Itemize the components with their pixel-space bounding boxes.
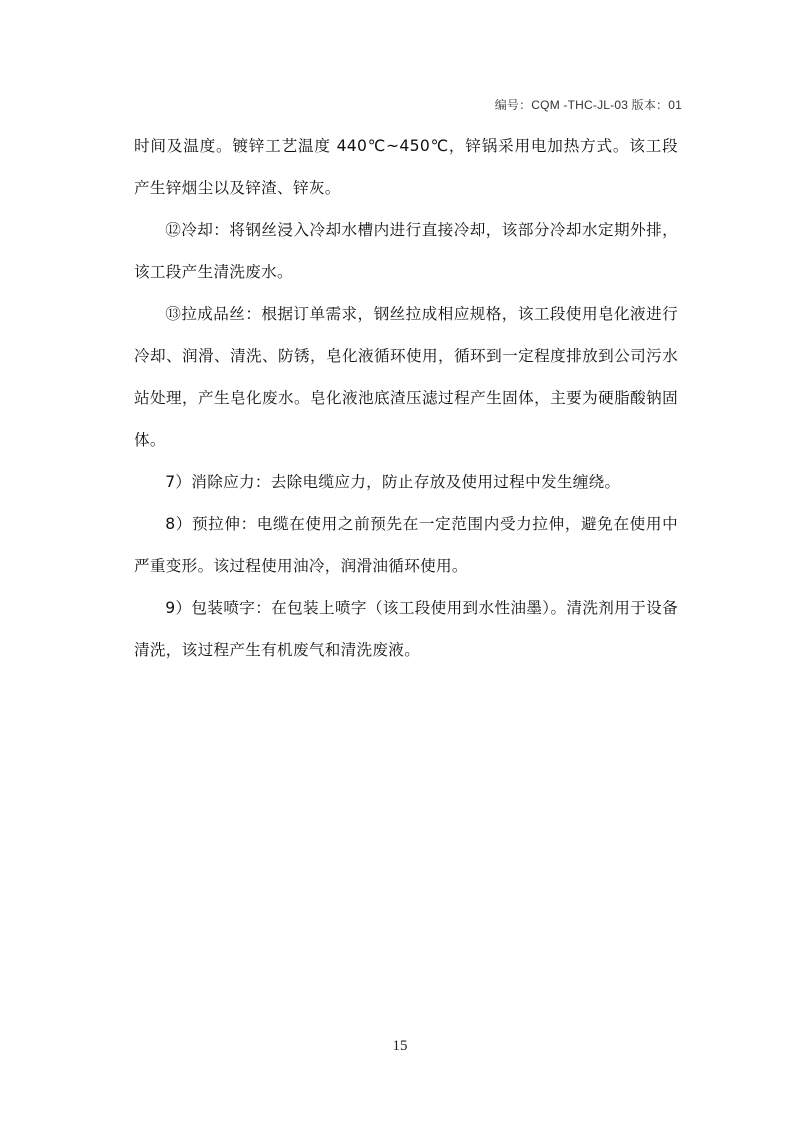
paragraph-pre-stretching: 8）预拉伸：电缆在使用之前预先在一定范围内受力拉伸，避免在使用中严重变形。该过程使用油冷，润滑油循环使用。 (134, 515, 678, 575)
paragraph-stress-relief: 7）消除应力：去除电缆应力，防止存放及使用过程中发生缠绕。 (165, 473, 621, 491)
document-code-header: 编号：CQM -THC-JL-03 版本：01 (494, 98, 682, 112)
page-number: 15 (392, 1038, 408, 1054)
document-body (134, 125, 678, 671)
paragraph-drawing-finished-wire: ⑬拉成品丝：根据订单需求，钢丝拉成相应规格，该工段使用皂化液进行冷却、润滑、清洗、防锈，皂化液循环使用，循环到一定程度排放到公司污水站处理，产生皂化废水。皂化液池底渣压滤过程产生固体，主要为硬脂酸钠固体。 (134, 305, 678, 449)
paragraph-galvanizing-continued: 时间及温度。镀锌工艺温度 440℃~450℃，锌锅采用电加热方式。该工段产生锌烟尘以及锌渣、锌灰。 (134, 137, 678, 197)
paragraph-cooling: ⑫冷却：将钢丝浸入冷却水槽内进行直接冷却，该部分冷却水定期外排，该工段产生清洗废水。 (134, 221, 678, 281)
paragraph-packaging-printing: 9）包装喷字：在包装上喷字（该工段使用到水性油墨）。清洗剂用于设备清洗，该过程产生有机废气和清洗废液。 (134, 599, 678, 659)
